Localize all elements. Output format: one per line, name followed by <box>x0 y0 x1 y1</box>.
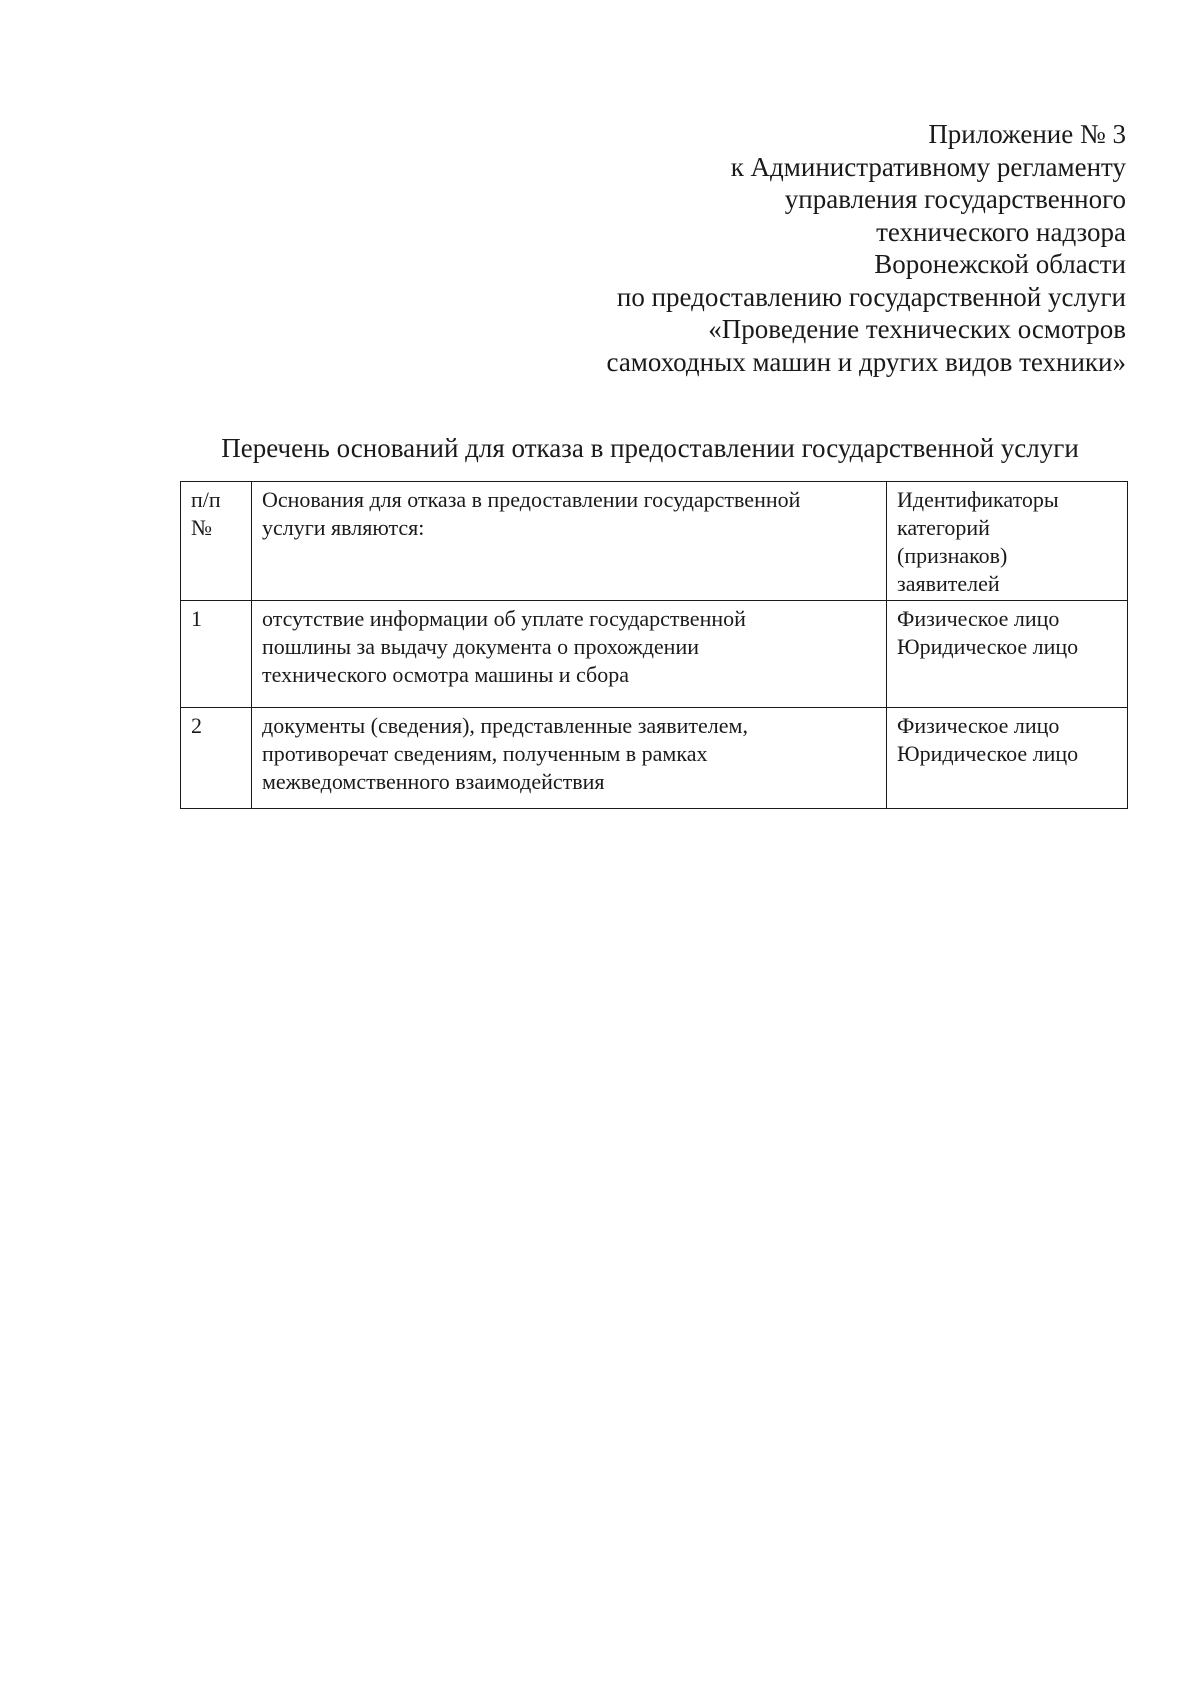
row-reason-cell <box>252 601 887 708</box>
row-number: 1 <box>191 606 202 631</box>
table-row <box>181 601 1128 708</box>
reason-text: технического осмотра машины и сбора <box>262 662 629 687</box>
reason-text: отсутствие информации об уплате государственной <box>262 606 746 631</box>
reason-text: противоречат сведениям, полученным в рамках <box>262 741 708 766</box>
table-row <box>181 708 1128 809</box>
header-text: заявителей <box>897 571 1000 596</box>
header-cell-number <box>181 482 252 601</box>
header-text: услуги являются: <box>262 515 425 540</box>
appendix-header <box>426 118 1126 378</box>
appendix-line: технического надзора <box>876 216 1126 247</box>
appendix-line: «Проведение технических осмотров <box>708 314 1126 344</box>
identifier-text: Физическое лицо <box>897 606 1060 631</box>
header-text: Основания для отказа в предоставлении государственной <box>262 487 801 512</box>
reason-text: межведомственного взаимодействия <box>262 769 605 794</box>
appendix-line: Воронежской области <box>874 249 1126 279</box>
appendix-line: самоходных машин и других видов техники» <box>606 346 1126 377</box>
identifier-text: Юридическое лицо <box>897 634 1079 659</box>
header-cell-identifiers <box>887 482 1128 601</box>
header-text: № <box>191 515 212 540</box>
reason-text: документы (сведения), представленные заявителем, <box>262 713 748 738</box>
header-text: п/п <box>191 487 221 512</box>
table-header-row <box>181 482 1128 601</box>
header-text: категорий <box>897 515 990 540</box>
appendix-line: по предоставлению государственной услуги <box>616 281 1126 312</box>
row-reason-cell <box>252 708 887 809</box>
identifier-text: Физическое лицо <box>897 713 1060 738</box>
identifier-text: Юридическое лицо <box>897 741 1079 766</box>
appendix-line: к Административному регламенту <box>730 151 1126 182</box>
header-cell-reason <box>252 482 887 601</box>
appendix-line: управления государственного <box>784 184 1126 214</box>
row-number-cell <box>181 601 252 708</box>
appendix-line: Приложение № 3 <box>928 119 1126 149</box>
row-number: 2 <box>191 713 202 738</box>
grounds-table <box>180 481 1128 809</box>
reason-text: пошлины за выдачу документа о прохождении <box>262 634 699 659</box>
row-identifier-cell <box>887 601 1128 708</box>
document-title: Перечень оснований для отказа в предоставлении государственной услуги <box>221 433 1079 463</box>
header-text: (признаков) <box>897 543 1008 568</box>
row-identifier-cell <box>887 708 1128 809</box>
row-number-cell <box>181 708 252 809</box>
header-text: Идентификаторы <box>897 487 1059 512</box>
